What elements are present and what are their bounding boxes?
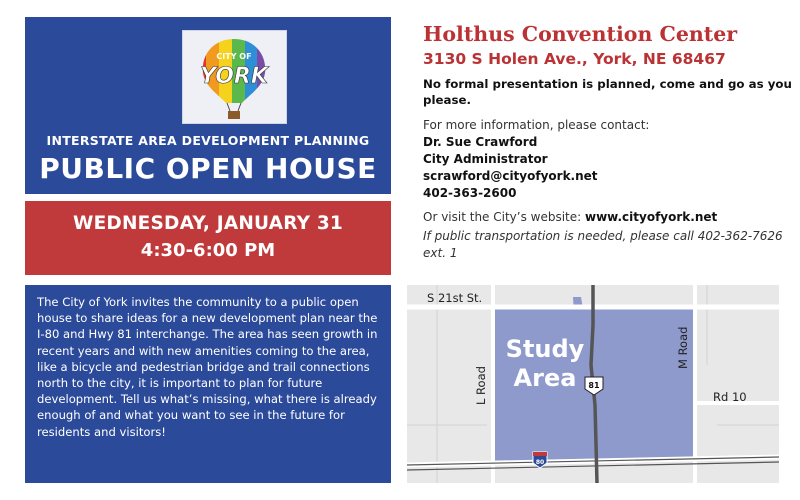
- event-date: WEDNESDAY, JANUARY 31: [72, 213, 344, 234]
- website-line: [423, 210, 795, 224]
- page-title: PUBLIC OPEN HOUSE: [39, 152, 377, 185]
- label-m-road: M Road: [676, 326, 690, 369]
- logo-text-top: CITY OF: [216, 52, 252, 61]
- website-link[interactable]: www.cityofyork.net: [585, 210, 718, 224]
- event-time: 4:30-6:00 PM: [140, 240, 276, 261]
- description-panel: [25, 285, 391, 483]
- description-text: The City of York invites the community to a public open house to share ideas for a new development plan near the I-80 and Hwy 81 interchange. The area has seen growth in recent years and with new amenities coming to the area, like a bicycle and pedestrian bridge and trail connections north to the city, it is important to plan for future development. Tell us what’s missing, what there is already enough of and what you want to see in the future for residents and visitors!: [37, 295, 378, 439]
- logo-text-main: YORK: [200, 64, 268, 89]
- study-area-label-1: Study: [505, 335, 585, 363]
- contact-role: City Administrator: [423, 152, 548, 166]
- contact-email[interactable]: scrawford@cityofyork.net: [423, 169, 598, 183]
- label-s21: S 21st St.: [427, 291, 483, 305]
- shield-80-text: 80: [535, 459, 545, 466]
- study-area-map: [407, 285, 779, 483]
- header-subtitle: INTERSTATE AREA DEVELOPMENT PLANNING: [46, 133, 370, 148]
- event-date-panel: [25, 201, 391, 275]
- venue-name: Holthus Convention Center: [423, 22, 738, 46]
- contact-phone: 402-363-2600: [423, 186, 517, 200]
- contact-block: [423, 134, 795, 202]
- venue-address: 3130 S Holen Ave., York, NE 68467: [423, 50, 726, 68]
- transport-note: If public transportation is needed, please call 402-362-7626 ext. 1: [423, 229, 783, 260]
- hot-air-balloon-icon: [183, 31, 286, 123]
- label-rd10: Rd 10: [713, 390, 747, 404]
- contact-name: Dr. Sue Crawford: [423, 135, 538, 149]
- shield-81-text: 81: [588, 381, 600, 390]
- website-prefix: Or visit the City’s website:: [423, 210, 585, 224]
- contact-intro: For more information, please contact:: [423, 118, 650, 132]
- study-area-label-2: Area: [513, 364, 577, 392]
- header-panel: [25, 17, 391, 194]
- info-column: [423, 22, 795, 262]
- presentation-note: No formal presentation is planned, come and go as you please.: [423, 77, 792, 107]
- city-of-york-logo: [182, 30, 287, 124]
- label-l-road: L Road: [474, 366, 488, 405]
